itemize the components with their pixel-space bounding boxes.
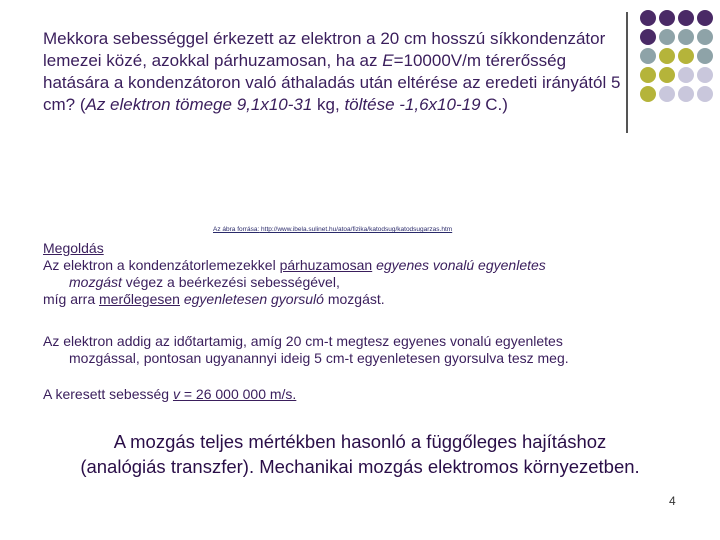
solution-block: Megoldás Az elektron a kondenzátorlemezekkel párhuzamosan egyenes vonalú egyenletes mozgást végez a beérkezési sebességével, míg arra merőlegesen egyenletesen gyorsuló mozgást. (43, 240, 546, 307)
decorative-dot (659, 29, 675, 45)
decorative-dot (678, 29, 694, 45)
decorative-dot (678, 86, 694, 102)
decorative-dot (640, 29, 656, 45)
decorative-dot (697, 48, 713, 64)
solution-heading: Megoldás (43, 240, 104, 256)
decorative-dot (640, 48, 656, 64)
decorative-dot (640, 67, 656, 83)
conclusion-line-1: A mozgás teljes mértékben hasonló a függőleges hajításhoz (113, 431, 607, 452)
decorative-dot (659, 86, 675, 102)
page-number: 4 (669, 494, 676, 508)
source-url-link[interactable]: http://www.ibela.sulinet.hu/atoa/fizika/katodsug/katodsugarzas.htm (259, 226, 453, 233)
answer-line: A keresett sebesség v = 26 000 000 m/s. (43, 386, 297, 402)
decorative-dot-grid (630, 10, 720, 120)
decorative-dot (659, 48, 675, 64)
decorative-dot (659, 10, 675, 26)
solution-paragraph-2: Az elektron addig az időtartamig, amíg 20 cm-t megtesz egyenes vonalú egyenletes mozgással, pontosan ugyanannyi ideig 5 cm-t egyenletesen gyorsulva tesz meg. (43, 333, 569, 366)
question-text: Mekkora sebességgel érkezett az elektron a 20 cm hosszú síkkondenzátor lemezei közé, azokkal párhuzamosan, ha az E=10000V/m térerősség hatására a kondenzátoron való áthaladás után eltérése az eredeti irányától 5 cm? (Az elektron tömege 9,1x10-31 kg, töltése -1,6x10-19 C.) (43, 29, 621, 114)
decorative-dot (697, 10, 713, 26)
decorative-dot (697, 67, 713, 83)
decorative-dot (640, 86, 656, 102)
decorative-dot (678, 48, 694, 64)
image-source-link[interactable]: Az ábra forrása: http://www.ibela.sulinet.hu/atoa/fizika/katodsug/katodsugarzas.htm (213, 226, 453, 233)
decorative-dot (659, 67, 675, 83)
conclusion-line-2: (analógiás transzfer). Mechanikai mozgás elektromos környezetben. (80, 456, 640, 477)
decorative-dot (697, 86, 713, 102)
decorative-divider (626, 12, 628, 133)
decorative-dot (678, 67, 694, 83)
solution-line-indent-1: mozgást végez a beérkezési sebességével, (69, 274, 340, 290)
decorative-dot (697, 29, 713, 45)
decorative-dot (640, 10, 656, 26)
decorative-dot (678, 10, 694, 26)
